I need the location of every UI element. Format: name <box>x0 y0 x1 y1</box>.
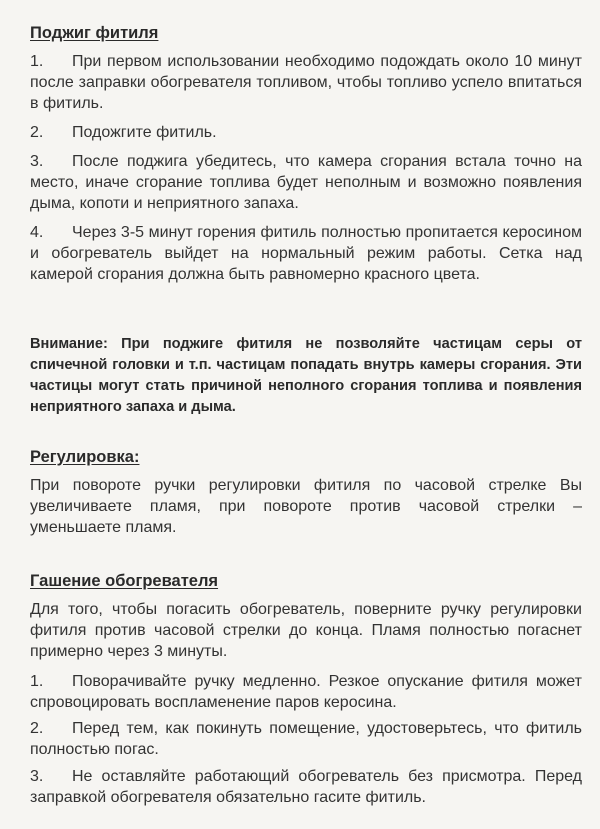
item-number: 2. <box>30 124 44 141</box>
section-heading-adjustment: Регулировка: <box>30 448 140 466</box>
ignition-item-3 <box>30 151 582 214</box>
item-text: После поджига убедитесь, что камера сгорания встала точно на место, иначе сгорание топлива будет неполным и возможно появления дыма, копоти и неприятного запаха. <box>30 153 582 212</box>
item-number: 4. <box>30 224 44 241</box>
extinguish-intro: Для того, чтобы погасить обогреватель, поверните ручку регулировки фитиля против часовой стрелки до конца. Пламя полностью погаснет примерно через 3 минуты. <box>30 601 582 660</box>
item-number: 3. <box>30 768 44 785</box>
item-number: 1. <box>30 673 44 690</box>
item-number: 2. <box>30 720 44 737</box>
item-text: Не оставляйте работающий обогреватель без присмотра. Перед заправкой обогревателя обязательно гасите фитиль. <box>30 768 582 806</box>
ignition-warning: Внимание: При поджиге фитиля не позволяйте частицам серы от спичечной головки и т.п. частицам попадать внутрь камеры сгорания. Эти частицы могут стать причиной неполного сгорания топлива и появления неприятного запаха и дыма. <box>30 336 582 415</box>
ignition-item-4 <box>30 222 582 285</box>
item-text: При первом использовании необходимо подождать около 10 минут после заправки обогревателя топливом, чтобы топливо успело впитаться в фитиль. <box>30 53 582 112</box>
adjustment-text: При повороте ручки регулировки фитиля по часовой стрелке Вы увеличиваете пламя, при повороте против часовой стрелки – уменьшаете пламя. <box>30 477 582 536</box>
item-number: 1. <box>30 53 44 70</box>
item-text: Поворачивайте ручку медленно. Резкое опускание фитиля может спровоцировать воспламенение паров керосина. <box>30 673 582 711</box>
ignition-item-2 <box>30 122 582 143</box>
item-number: 3. <box>30 153 44 170</box>
extinguish-item-2 <box>30 718 582 760</box>
section-heading-extinguish: Гашение обогревателя <box>30 572 219 590</box>
extinguish-item-1 <box>30 671 582 713</box>
item-text: Через 3-5 минут горения фитиль полностью пропитается керосином и обогреватель выйдет на нормальный режим работы. Сетка над камерой сгорания должна быть равномерно красного цвета. <box>30 224 582 283</box>
item-text: Подожгите фитиль. <box>72 124 217 141</box>
extinguish-item-3 <box>30 766 582 808</box>
item-text: Перед тем, как покинуть помещение, удостоверьтесь, что фитиль полностью погас. <box>30 720 582 758</box>
section-heading-ignition: Поджиг фитиля <box>30 24 159 42</box>
ignition-item-1 <box>30 51 582 114</box>
